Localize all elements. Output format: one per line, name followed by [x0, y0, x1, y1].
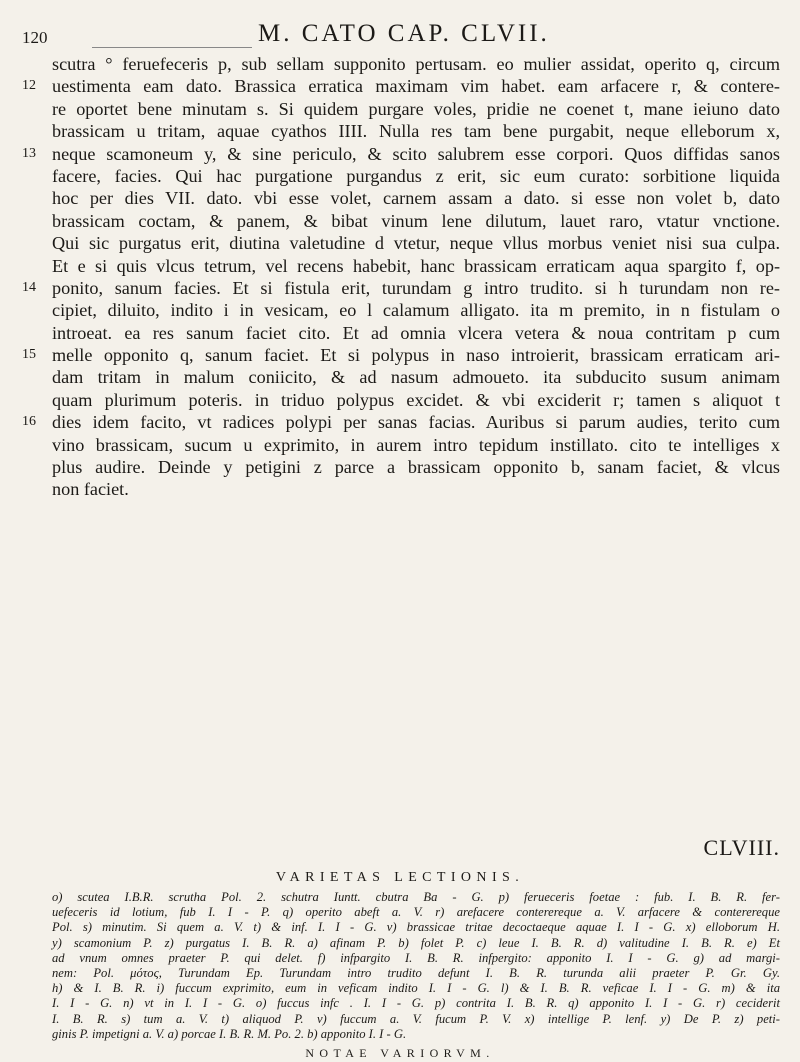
- variant-line: ginis P. impetigni a. V. a) porcae I. B. R. M. Po. 2. b) apponito I. I - G.: [52, 1026, 407, 1041]
- line-text: brassicam coctam, & panem, & bibat vinum lene dilutum, lauet raro, vtatur vnctione.: [52, 210, 780, 231]
- text-line: [52, 165, 780, 187]
- text-line: [22, 75, 780, 97]
- text-line: [52, 98, 780, 120]
- text-line: [52, 366, 780, 388]
- line-text: brassicam u tritam, aquae cyathos IIII. Nulla res tam bene purgabit, neque elleborum x,: [52, 121, 780, 142]
- line-text: re oportet bene minutam s. Si quidem purgare voles, pridie ne coenet t, mane ieiuno dato: [52, 98, 780, 119]
- variants-heading: VARIETAS LECTIONIS.: [275, 870, 525, 885]
- variant-line: I. B. R. s) tum a. V. t) aliquod P. v) fuccum a. V. fucum P. V. x) intellige P. lenf. y) De P. z) peti-: [52, 1011, 780, 1026]
- text-line: [52, 322, 780, 344]
- page-number: 120: [22, 28, 48, 47]
- line-text: introeat. ea res sanum faciet cito. Et ad omnia vlcera vetera & noua contritam p cum: [52, 322, 780, 343]
- line-text: quam plurimum poteris. in triduo polypus excidet. & vbi exciderit r; tamen s aliquot t: [52, 389, 780, 410]
- text-line: [52, 120, 780, 142]
- line-number: 13: [22, 145, 36, 161]
- line-text: scutra ° feruefeceris p, sub sellam supponito pertusam. eo mulier assidat, operito q, circum: [52, 54, 780, 74]
- text-line: [52, 255, 780, 277]
- line-text: facere, facies. Qui hac purgatione purgandus z erit, sic eum curato: sorbitione liquida: [52, 165, 780, 186]
- text-line: [52, 299, 780, 321]
- variant-readings: [52, 890, 780, 1042]
- notes-heading: NOTAE VARIORVM.: [305, 1046, 495, 1060]
- line-text: vino brassicam, sucum u exprimito, in aurem intro tepidum instillato. cito te intelliges x: [52, 434, 780, 455]
- variant-line: h) & I. B. R. i) fuccum exprimito, eum in veficam indito I. I - G. l) & I. B. R. veficae I. I - G. m) & ita: [52, 981, 780, 996]
- page-header: [0, 14, 800, 50]
- main-text: [22, 53, 780, 501]
- text-line: [22, 344, 780, 366]
- line-text: dam tritam in malum coniicito, & ad nasum admoueto. ita subducito susum animam: [52, 367, 780, 388]
- line-text: melle opponito q, sanum faciet. Et si polypus in naso introierit, brassicam erraticam ari-: [52, 345, 780, 366]
- line-text: Qui sic purgatus erit, diutina valetudine d vtetur, neque vllus morbus veniet nisi sua culpa.: [52, 233, 780, 254]
- line-text: neque scamoneum y, & sine periculo, & scito salubrem esse corpori. Quos diffidas sanos: [52, 143, 780, 164]
- text-line: [52, 53, 780, 75]
- text-line: [22, 143, 780, 165]
- line-text: plus audire. Deinde y petigini z parce a brassicam opponito b, sanam faciet, & vlcus: [52, 457, 780, 478]
- section-number: CLVIII.: [703, 835, 780, 860]
- text-line: [22, 277, 780, 299]
- variant-line: y) scamonium P. z) purgatus I. B. R. a) afinam P. b) folet P. c) leue I. B. R. d) valitudine I. B. R. e) Et: [52, 935, 780, 950]
- text-line: [52, 389, 780, 411]
- running-title: M. CATO CAP. CLVII.: [258, 20, 550, 47]
- text-line: [52, 210, 780, 232]
- line-text: dies idem facito, vt radices polypi per sanas facias. Auribus si parum audies, terito cum: [52, 412, 780, 433]
- line-number: 14: [22, 279, 36, 295]
- text-line: [52, 187, 780, 209]
- line-text: Et e si quis vlcus tetrum, vel recens habebit, hanc brassicam erraticam aqua spargito f, op-: [52, 255, 780, 276]
- variant-line: uefeceris id lotium, fub I. I - P. q) operito abeft a. V. r) arefacere contererequе a. V. arfacere & contererequе: [52, 905, 780, 920]
- variant-line: o) scutea I.B.R. scrutha Pol. 2. schutra Iuntt. cbutra Ba - G. p) ferueceris foetae : fub. I. B. R. fer-: [52, 890, 780, 904]
- variant-line: ad vnum omnes praeter P. qui delet. f) infpargito I. B. R. infpergito: apponito I. I - G. g) ad margi-: [52, 950, 780, 965]
- line-number: 12: [22, 78, 36, 94]
- text-line: [52, 456, 780, 478]
- line-text: non faciet.: [52, 479, 129, 500]
- line-text: ponito, sanum facies. Et si fistula erit, turundam g intro trudito. si h turundam non re-: [52, 277, 780, 298]
- line-text: cipiet, diluito, indito i in vesicam, eo l calamum alligato. ita m premito, in n fistulam o: [52, 300, 780, 321]
- line-text: uestimenta eam dato. Brassica erratica maximam vim habet. eam arfacere r, & contere-: [52, 76, 780, 97]
- variant-line: Pol. s) minutim. Si quem a. V. t) & inf. I. I - G. v) brassicae tritae decoctaeque aquae I. I - G. x) elloborum H.: [52, 920, 780, 935]
- text-line: [52, 232, 780, 254]
- line-text: hoc per dies VII. dato. vbi esse volet, carnem assam a dato. si esse non volet b, dato: [52, 188, 780, 209]
- text-line: [22, 411, 780, 433]
- text-line: [52, 434, 780, 456]
- line-number: 16: [22, 414, 36, 430]
- header-rule: [92, 47, 252, 48]
- text-line: [52, 478, 780, 500]
- variant-line: nem: Pol. μότος, Turundam Ep. Turundam intro trudito defunt I. B. R. turunda alii praeter P. Gr. Gy.: [52, 965, 780, 980]
- line-number: 15: [22, 347, 36, 363]
- variant-line: I. I - G. n) vt in I. I - G. o) fuccus infc . I. I - G. p) contrita I. B. R. q) apponito I. I - G. r) ceciderit: [52, 996, 780, 1011]
